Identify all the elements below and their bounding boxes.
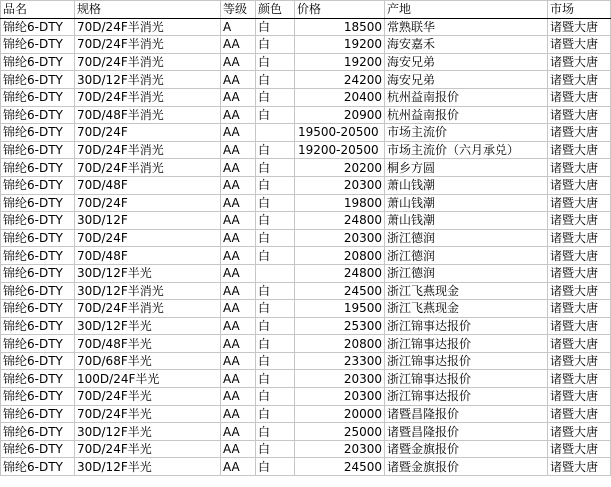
origin-cell[interactable]: 浙江锦事达报价	[385, 317, 548, 335]
grade-cell[interactable]: AA	[221, 141, 256, 159]
spec-cell[interactable]: 70D/48F半光	[75, 335, 221, 353]
price-cell[interactable]: 18500	[295, 18, 385, 36]
table-row	[1, 176, 611, 194]
table-row	[1, 229, 611, 247]
name-cell[interactable]: 锦纶6-DTY	[1, 264, 75, 282]
origin-cell[interactable]: 浙江锦事达报价	[385, 335, 548, 353]
market-cell[interactable]: 诸暨大唐	[548, 370, 611, 388]
color-cell[interactable]: 白	[256, 423, 295, 441]
price-cell[interactable]: 19500	[295, 300, 385, 318]
market-cell[interactable]: 诸暨大唐	[548, 141, 611, 159]
origin-cell[interactable]: 桐乡方圆	[385, 159, 548, 177]
header-spec-cell[interactable]: 规格	[75, 1, 221, 19]
market-cell[interactable]: 诸暨大唐	[548, 317, 611, 335]
color-cell[interactable]: 白	[256, 159, 295, 177]
name-cell[interactable]: 锦纶6-DTY	[1, 194, 75, 212]
table-row	[1, 247, 611, 265]
color-cell[interactable]	[256, 264, 295, 282]
grade-cell[interactable]: AA	[221, 71, 256, 89]
market-cell[interactable]: 诸暨大唐	[548, 212, 611, 230]
market-cell[interactable]: 诸暨大唐	[548, 88, 611, 106]
price-cell[interactable]: 20800	[295, 247, 385, 265]
spec-cell[interactable]: 70D/24F半光	[75, 440, 221, 458]
spec-cell[interactable]: 70D/24F半光	[75, 388, 221, 406]
price-cell[interactable]: 20300	[295, 229, 385, 247]
spec-cell[interactable]: 70D/24F	[75, 124, 221, 142]
grade-cell[interactable]: AA	[221, 282, 256, 300]
market-cell[interactable]: 诸暨大唐	[548, 176, 611, 194]
table-row	[1, 124, 611, 142]
market-cell[interactable]: 诸暨大唐	[548, 405, 611, 423]
grade-cell[interactable]: AA	[221, 370, 256, 388]
table-row	[1, 36, 611, 54]
spec-cell[interactable]: 70D/24F半光	[75, 405, 221, 423]
name-cell[interactable]: 锦纶6-DTY	[1, 440, 75, 458]
market-cell[interactable]: 诸暨大唐	[548, 194, 611, 212]
table-row	[1, 405, 611, 423]
price-cell[interactable]: 24800	[295, 264, 385, 282]
grade-cell[interactable]: AA	[221, 264, 256, 282]
table-row	[1, 388, 611, 406]
color-cell[interactable]: 白	[256, 18, 295, 36]
price-cell[interactable]: 24500	[295, 282, 385, 300]
table-row	[1, 212, 611, 230]
market-cell[interactable]: 诸暨大唐	[548, 159, 611, 177]
grade-cell[interactable]: AA	[221, 53, 256, 71]
price-cell[interactable]: 19200	[295, 36, 385, 54]
spec-cell[interactable]: 30D/12F半光	[75, 264, 221, 282]
color-cell[interactable]: 白	[256, 282, 295, 300]
table-row	[1, 18, 611, 36]
name-cell[interactable]: 锦纶6-DTY	[1, 229, 75, 247]
price-cell[interactable]: 19200	[295, 53, 385, 71]
market-cell[interactable]: 诸暨大唐	[548, 247, 611, 265]
price-cell[interactable]: 20000	[295, 405, 385, 423]
market-cell[interactable]: 诸暨大唐	[548, 18, 611, 36]
color-cell[interactable]: 白	[256, 141, 295, 159]
origin-cell[interactable]: 萧山钱潮	[385, 212, 548, 230]
price-cell[interactable]: 20300	[295, 388, 385, 406]
market-cell[interactable]: 诸暨大唐	[548, 36, 611, 54]
price-cell[interactable]: 20300	[295, 370, 385, 388]
name-cell[interactable]: 锦纶6-DTY	[1, 18, 75, 36]
name-cell[interactable]: 锦纶6-DTY	[1, 458, 75, 476]
grade-cell[interactable]: AA	[221, 300, 256, 318]
spec-cell[interactable]: 30D/12F半光	[75, 317, 221, 335]
grade-cell[interactable]: AA	[221, 88, 256, 106]
name-cell[interactable]: 锦纶6-DTY	[1, 212, 75, 230]
spec-cell[interactable]: 30D/12F半光	[75, 423, 221, 441]
header-price-cell[interactable]: 价格	[295, 1, 385, 19]
table-row	[1, 335, 611, 353]
spec-cell[interactable]: 70D/24F半消光	[75, 53, 221, 71]
spec-cell[interactable]: 70D/24F	[75, 229, 221, 247]
name-cell[interactable]: 锦纶6-DTY	[1, 405, 75, 423]
table-row	[1, 440, 611, 458]
price-cell[interactable]: 19200-20500	[295, 141, 385, 159]
price-cell[interactable]: 19800	[295, 194, 385, 212]
origin-cell[interactable]: 萧山钱潮	[385, 176, 548, 194]
table-row	[1, 317, 611, 335]
name-cell[interactable]: 锦纶6-DTY	[1, 141, 75, 159]
color-cell[interactable]: 白	[256, 88, 295, 106]
origin-cell[interactable]: 市场主流价	[385, 124, 548, 142]
name-cell[interactable]: 锦纶6-DTY	[1, 176, 75, 194]
grade-cell[interactable]: AA	[221, 388, 256, 406]
name-cell[interactable]: 锦纶6-DTY	[1, 352, 75, 370]
table-row	[1, 352, 611, 370]
grade-cell[interactable]: AA	[221, 194, 256, 212]
table-row	[1, 423, 611, 441]
color-cell[interactable]: 白	[256, 71, 295, 89]
grade-cell[interactable]: AA	[221, 36, 256, 54]
color-cell[interactable]: 白	[256, 36, 295, 54]
spec-cell[interactable]: 70D/24F半消光	[75, 159, 221, 177]
spec-cell[interactable]: 30D/12F半消光	[75, 282, 221, 300]
header-row	[1, 1, 611, 19]
table-row	[1, 282, 611, 300]
grade-cell[interactable]: AA	[221, 317, 256, 335]
price-cell[interactable]: 20300	[295, 176, 385, 194]
origin-cell[interactable]: 浙江德润	[385, 229, 548, 247]
origin-cell[interactable]: 浙江飞燕现金	[385, 282, 548, 300]
market-cell[interactable]: 诸暨大唐	[548, 229, 611, 247]
table-row	[1, 159, 611, 177]
table-row	[1, 194, 611, 212]
grade-cell[interactable]: AA	[221, 159, 256, 177]
name-cell[interactable]: 锦纶6-DTY	[1, 335, 75, 353]
market-cell[interactable]: 诸暨大唐	[548, 352, 611, 370]
spec-cell[interactable]: 30D/12F半光	[75, 458, 221, 476]
table-row	[1, 458, 611, 476]
name-cell[interactable]: 锦纶6-DTY	[1, 53, 75, 71]
name-cell[interactable]: 锦纶6-DTY	[1, 106, 75, 124]
market-cell[interactable]: 诸暨大唐	[548, 264, 611, 282]
spec-cell[interactable]: 70D/48F	[75, 247, 221, 265]
origin-cell[interactable]: 诸暨金旗报价	[385, 440, 548, 458]
price-cell[interactable]: 20800	[295, 335, 385, 353]
origin-cell[interactable]: 海安兄弟	[385, 53, 548, 71]
name-cell[interactable]: 锦纶6-DTY	[1, 159, 75, 177]
spec-cell[interactable]: 70D/24F半消光	[75, 300, 221, 318]
color-cell[interactable]: 白	[256, 370, 295, 388]
grade-cell[interactable]: AA	[221, 423, 256, 441]
name-cell[interactable]: 锦纶6-DTY	[1, 300, 75, 318]
market-cell[interactable]: 诸暨大唐	[548, 282, 611, 300]
spec-cell[interactable]: 70D/24F半消光	[75, 141, 221, 159]
table-row	[1, 106, 611, 124]
table-row	[1, 300, 611, 318]
price-cell[interactable]: 24800	[295, 212, 385, 230]
color-cell[interactable]: 白	[256, 194, 295, 212]
grade-cell[interactable]: AA	[221, 212, 256, 230]
price-cell[interactable]: 25000	[295, 423, 385, 441]
price-cell[interactable]: 23300	[295, 352, 385, 370]
price-cell[interactable]: 24500	[295, 458, 385, 476]
market-cell[interactable]: 诸暨大唐	[548, 423, 611, 441]
market-cell[interactable]: 诸暨大唐	[548, 53, 611, 71]
price-cell[interactable]: 25300	[295, 317, 385, 335]
market-cell[interactable]: 诸暨大唐	[548, 440, 611, 458]
grade-cell[interactable]: AA	[221, 229, 256, 247]
spec-cell[interactable]: 70D/24F	[75, 194, 221, 212]
spec-cell[interactable]: 70D/24F半消光	[75, 36, 221, 54]
market-cell[interactable]: 诸暨大唐	[548, 124, 611, 142]
grade-cell[interactable]: AA	[221, 176, 256, 194]
color-cell[interactable]: 白	[256, 106, 295, 124]
spec-cell[interactable]: 70D/24F半消光	[75, 18, 221, 36]
price-cell[interactable]: 24200	[295, 71, 385, 89]
name-cell[interactable]: 锦纶6-DTY	[1, 370, 75, 388]
grade-cell[interactable]: AA	[221, 440, 256, 458]
market-cell[interactable]: 诸暨大唐	[548, 71, 611, 89]
spec-cell[interactable]: 30D/12F半消光	[75, 71, 221, 89]
market-cell[interactable]: 诸暨大唐	[548, 458, 611, 476]
grade-cell[interactable]: AA	[221, 106, 256, 124]
header-grade-cell[interactable]: 等级	[221, 1, 256, 19]
color-cell[interactable]: 白	[256, 317, 295, 335]
market-cell[interactable]: 诸暨大唐	[548, 300, 611, 318]
name-cell[interactable]: 锦纶6-DTY	[1, 423, 75, 441]
header-color-cell[interactable]: 颜色	[256, 1, 295, 19]
origin-cell[interactable]: 浙江飞燕现金	[385, 300, 548, 318]
grade-cell[interactable]: AA	[221, 458, 256, 476]
color-cell[interactable]: 白	[256, 212, 295, 230]
market-cell[interactable]: 诸暨大唐	[548, 335, 611, 353]
color-cell[interactable]: 白	[256, 229, 295, 247]
header-origin-cell[interactable]: 产地	[385, 1, 548, 19]
spec-cell[interactable]: 70D/68F半光	[75, 352, 221, 370]
grade-cell[interactable]: AA	[221, 352, 256, 370]
header-market-cell[interactable]: 市场	[548, 1, 611, 19]
color-cell[interactable]: 白	[256, 176, 295, 194]
grade-cell[interactable]: AA	[221, 124, 256, 142]
header-name-cell[interactable]: 品名	[1, 1, 75, 19]
name-cell[interactable]: 锦纶6-DTY	[1, 388, 75, 406]
origin-cell[interactable]: 常熟联华	[385, 18, 548, 36]
table-row	[1, 53, 611, 71]
origin-cell[interactable]: 萧山钱潮	[385, 194, 548, 212]
spec-cell[interactable]: 70D/48F半消光	[75, 106, 221, 124]
name-cell[interactable]: 锦纶6-DTY	[1, 317, 75, 335]
color-cell[interactable]	[256, 124, 295, 142]
table-row	[1, 71, 611, 89]
origin-cell[interactable]: 浙江锦事达报价	[385, 370, 548, 388]
price-cell[interactable]: 20200	[295, 159, 385, 177]
price-cell[interactable]: 20400	[295, 88, 385, 106]
color-cell[interactable]: 白	[256, 352, 295, 370]
table-row	[1, 370, 611, 388]
name-cell[interactable]: 锦纶6-DTY	[1, 71, 75, 89]
origin-cell[interactable]: 杭州益南报价	[385, 88, 548, 106]
spec-cell[interactable]: 70D/24F半消光	[75, 88, 221, 106]
name-cell[interactable]: 锦纶6-DTY	[1, 282, 75, 300]
spec-cell[interactable]: 100D/24F半光	[75, 370, 221, 388]
color-cell[interactable]: 白	[256, 335, 295, 353]
origin-cell[interactable]: 市场主流价（六月承兑）	[385, 141, 548, 159]
color-cell[interactable]: 白	[256, 405, 295, 423]
origin-cell[interactable]: 诸暨昌隆报价	[385, 423, 548, 441]
color-cell[interactable]: 白	[256, 440, 295, 458]
origin-cell[interactable]: 诸暨金旗报价	[385, 458, 548, 476]
grade-cell[interactable]: AA	[221, 335, 256, 353]
color-cell[interactable]: 白	[256, 53, 295, 71]
color-cell[interactable]: 白	[256, 388, 295, 406]
origin-cell[interactable]: 浙江德润	[385, 264, 548, 282]
origin-cell[interactable]: 诸暨昌隆报价	[385, 405, 548, 423]
origin-cell[interactable]: 浙江德润	[385, 247, 548, 265]
name-cell[interactable]: 锦纶6-DTY	[1, 247, 75, 265]
origin-cell[interactable]: 海安嘉禾	[385, 36, 548, 54]
grade-cell[interactable]: A	[221, 18, 256, 36]
price-cell[interactable]: 19500-20500	[295, 124, 385, 142]
spec-cell[interactable]: 70D/48F	[75, 176, 221, 194]
market-cell[interactable]: 诸暨大唐	[548, 388, 611, 406]
name-cell[interactable]: 锦纶6-DTY	[1, 88, 75, 106]
spec-cell[interactable]: 30D/12F	[75, 212, 221, 230]
name-cell[interactable]: 锦纶6-DTY	[1, 124, 75, 142]
origin-cell[interactable]: 浙江锦事达报价	[385, 352, 548, 370]
origin-cell[interactable]: 杭州益南报价	[385, 106, 548, 124]
color-cell[interactable]: 白	[256, 247, 295, 265]
price-cell[interactable]: 20900	[295, 106, 385, 124]
grade-cell[interactable]: AA	[221, 247, 256, 265]
table-row	[1, 88, 611, 106]
grade-cell[interactable]: AA	[221, 405, 256, 423]
table-row	[1, 264, 611, 282]
origin-cell[interactable]: 浙江锦事达报价	[385, 388, 548, 406]
color-cell[interactable]: 白	[256, 300, 295, 318]
market-cell[interactable]: 诸暨大唐	[548, 106, 611, 124]
table-row	[1, 141, 611, 159]
name-cell[interactable]: 锦纶6-DTY	[1, 36, 75, 54]
origin-cell[interactable]: 海安兄弟	[385, 71, 548, 89]
color-cell[interactable]: 白	[256, 458, 295, 476]
price-cell[interactable]: 20300	[295, 440, 385, 458]
